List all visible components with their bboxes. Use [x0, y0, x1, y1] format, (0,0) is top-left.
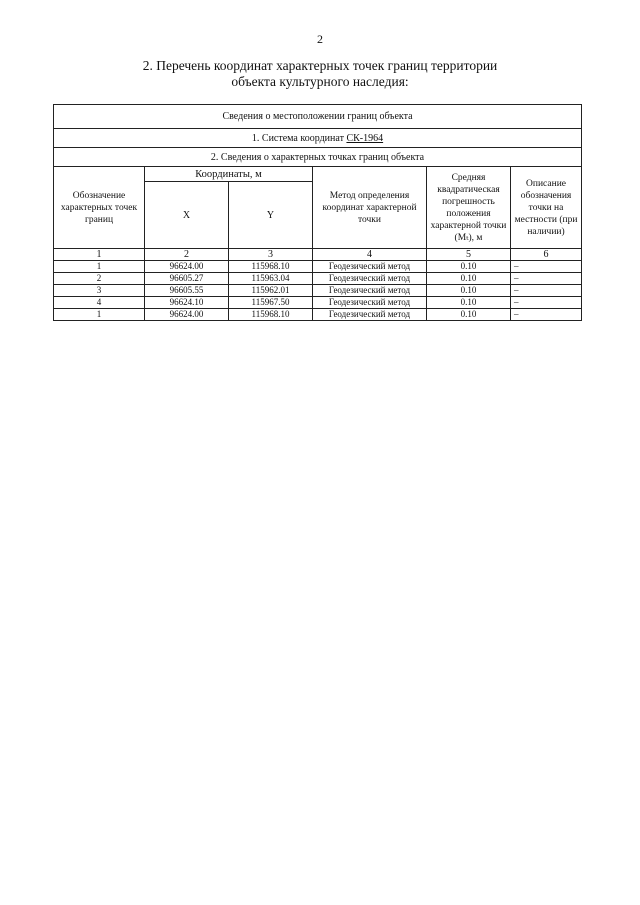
col-description-header: Описание обозначения точки на местности (при наличии) [511, 167, 582, 249]
cell-method: Геодезический метод [313, 297, 427, 309]
cell-accuracy: 0.10 [427, 273, 511, 285]
cell-x: 96605.27 [145, 273, 229, 285]
column-number: 4 [313, 249, 427, 261]
column-numbers-row [54, 249, 582, 261]
column-number: 1 [54, 249, 145, 261]
cell-point: 3 [54, 285, 145, 297]
col-accuracy-header: Средняя квадратическая погрешность положения характерной точки (Mₜ), м [427, 167, 511, 249]
column-number: 5 [427, 249, 511, 261]
column-number: 3 [229, 249, 313, 261]
col-x-header: X [145, 182, 229, 249]
cell-description: – [511, 261, 582, 273]
cell-method: Геодезический метод [313, 261, 427, 273]
column-number: 2 [145, 249, 229, 261]
cell-y: 115967.50 [229, 297, 313, 309]
cell-x: 96624.00 [145, 261, 229, 273]
cell-description: – [511, 273, 582, 285]
cell-y: 115963.04 [229, 273, 313, 285]
coord-system-label: 1. Система координат [251, 132, 344, 144]
points-section-header: 2. Сведения о характерных точках границ объекта [54, 148, 582, 167]
page-number: 2 [317, 32, 323, 46]
table-row [54, 285, 582, 297]
table-row [54, 309, 582, 321]
cell-y: 115968.10 [229, 309, 313, 321]
cell-accuracy: 0.10 [427, 285, 511, 297]
cell-accuracy: 0.10 [427, 297, 511, 309]
title-line-2: объекта культурного наследия: [231, 74, 409, 89]
col-y-header: Y [229, 182, 313, 249]
coord-system-cell [54, 129, 582, 148]
col-method-header: Метод определения координат характерной точки [313, 167, 427, 249]
table-row [54, 273, 582, 285]
cell-point: 1 [54, 261, 145, 273]
cell-point: 4 [54, 297, 145, 309]
column-number: 6 [511, 249, 582, 261]
cell-accuracy: 0.10 [427, 261, 511, 273]
cell-point: 2 [54, 273, 145, 285]
col-coords-group-header: Координаты, м [145, 167, 313, 182]
cell-x: 96624.00 [145, 309, 229, 321]
col-point-header: Обозначение характерных точек границ [54, 167, 145, 249]
cell-point: 1 [54, 309, 145, 321]
cell-accuracy: 0.10 [427, 309, 511, 321]
cell-description: – [511, 309, 582, 321]
coordinates-table [53, 104, 582, 321]
document-title [100, 58, 540, 90]
coord-system-value: СК-1964 [346, 132, 384, 144]
cell-method: Геодезический метод [313, 285, 427, 297]
table-row [54, 297, 582, 309]
title-line-1: 2. Перечень координат характерных точек границ территории [142, 58, 498, 73]
cell-y: 115968.10 [229, 261, 313, 273]
cell-x: 96605.55 [145, 285, 229, 297]
cell-description: – [511, 297, 582, 309]
cell-method: Геодезический метод [313, 309, 427, 321]
table-row [54, 261, 582, 273]
cell-method: Геодезический метод [313, 273, 427, 285]
cell-y: 115962.01 [229, 285, 313, 297]
cell-description: – [511, 285, 582, 297]
section-header: Сведения о местоположении границ объекта [54, 105, 582, 129]
cell-x: 96624.10 [145, 297, 229, 309]
